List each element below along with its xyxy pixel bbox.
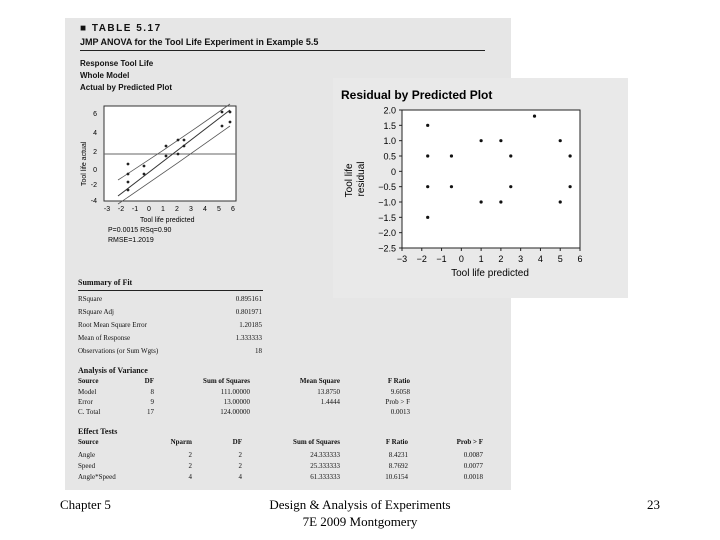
- residual-point: [569, 154, 572, 157]
- residual-y-tick-label: 0.5: [383, 151, 396, 162]
- actual-y-tick: 6: [93, 111, 97, 118]
- summary-label: RSquare: [78, 295, 103, 303]
- summary-label: Root Mean Square Error: [78, 321, 148, 329]
- anova-title: Analysis of Variance: [78, 366, 148, 375]
- effects-cell: 8.7692: [388, 462, 408, 470]
- actual-point: [143, 173, 146, 176]
- anova-cell: 111.00000: [220, 388, 250, 396]
- caption-rule: [80, 50, 485, 51]
- residual-y-tick-label: 0: [390, 166, 396, 177]
- summary-value: 0.895161: [235, 295, 262, 303]
- residual-point: [499, 200, 502, 203]
- actual-point: [143, 165, 146, 168]
- effects-cell: 2: [238, 462, 242, 470]
- summary-of-fit-title: Summary of Fit: [78, 278, 133, 287]
- anova-cell: Model: [78, 388, 97, 396]
- residual-chart-title: Residual by Predicted Plot: [341, 88, 493, 102]
- actual-x-tick: -2: [117, 206, 125, 213]
- effects-cell: 61.333333: [310, 473, 340, 481]
- actual-point: [183, 139, 186, 142]
- residual-y-tick-label: 2.0: [383, 105, 396, 116]
- effects-header: Sum of Squares: [293, 438, 340, 446]
- actual-x-tick: 5: [217, 206, 221, 213]
- anova-header: F Ratio: [387, 377, 410, 385]
- residual-point: [480, 139, 483, 142]
- actual-x-tick: -3: [103, 206, 111, 213]
- actual-y-tick: 4: [93, 130, 97, 137]
- footer-title-line2: 7E 2009 Montgomery: [302, 514, 418, 529]
- table-number: ■ TABLE 5.17: [80, 23, 162, 34]
- residual-y-tick-label: −1.5: [378, 212, 396, 223]
- actual-point: [221, 111, 224, 114]
- whole-model-heading: Whole Model: [80, 71, 130, 80]
- residual-x-tick-label: −1: [436, 254, 447, 264]
- residual-x-tick-label: 0: [458, 254, 464, 264]
- effects-cell: 2: [188, 462, 192, 470]
- anova-cell: 13.00000: [223, 398, 250, 406]
- residual-point: [426, 154, 429, 157]
- summary-value: 18: [255, 347, 262, 355]
- residual-point: [509, 185, 512, 188]
- anova-header: DF: [144, 377, 154, 385]
- actual-y-tick: 2: [93, 149, 97, 156]
- residual-point: [450, 154, 453, 157]
- residual-y-ticks: [378, 106, 402, 254]
- residual-by-predicted-chart: [333, 78, 628, 298]
- summary-value: 0.801971: [235, 308, 262, 316]
- anova-cell: 9.6058: [390, 388, 410, 396]
- actual-point: [165, 155, 168, 158]
- summary-label: Mean of Response: [78, 334, 131, 342]
- residual-x-tick-label: 2: [498, 254, 504, 264]
- anova-cell: Error: [78, 398, 93, 406]
- actual-x-tick: 3: [189, 206, 193, 213]
- residual-point: [480, 200, 483, 203]
- residual-plot-frame: [402, 110, 580, 248]
- actual-x-tick: 6: [231, 206, 235, 213]
- residual-x-tick-label: 1: [478, 254, 484, 264]
- residual-point: [559, 200, 562, 203]
- effects-cell: Speed: [78, 462, 96, 470]
- footer-page-number: 23: [647, 497, 660, 512]
- effects-header: Source: [78, 438, 99, 446]
- anova-cell: 9: [150, 398, 154, 406]
- effects-header: DF: [232, 438, 242, 446]
- actual-y-label: Tool life actual: [81, 141, 88, 186]
- actual-point: [177, 153, 180, 156]
- residual-point: [499, 139, 502, 142]
- actual-point: [229, 121, 232, 124]
- actual-by-predicted-heading: Actual by Predicted Plot: [80, 83, 173, 92]
- actual-x-tick: 0: [147, 206, 151, 213]
- footer-chapter: Chapter 5: [60, 497, 111, 512]
- effects-cell: 10.6154: [385, 473, 408, 481]
- residual-y-tick-label: 1.0: [383, 136, 396, 147]
- residual-point: [426, 185, 429, 188]
- effects-cell: 2: [238, 451, 242, 459]
- actual-by-predicted-plot: [80, 96, 250, 246]
- response-heading: Response Tool Life: [80, 59, 154, 68]
- anova-cell: 1.4444: [320, 398, 340, 406]
- residual-x-tick-label: 3: [518, 254, 524, 264]
- anova-header: Sum of Squares: [203, 377, 250, 385]
- actual-point: [127, 173, 130, 176]
- anova-cell: C. Total: [78, 408, 101, 416]
- residual-point: [450, 185, 453, 188]
- anova-cell: 8: [150, 388, 154, 396]
- table-caption: JMP ANOVA for the Tool Life Experiment in Example 5.5: [80, 37, 319, 47]
- effects-cell: Angle: [78, 451, 96, 459]
- residual-point: [426, 124, 429, 127]
- actual-point: [165, 145, 168, 148]
- residual-x-label: Tool life predicted: [451, 268, 529, 279]
- anova-cell: 13.8750: [317, 388, 340, 396]
- effects-cell: 0.0087: [463, 451, 483, 459]
- anova-cell: 124.00000: [220, 408, 250, 416]
- effects-header: Prob > F: [456, 438, 483, 446]
- anova-header: Mean Square: [299, 377, 340, 385]
- effects-cell: 2: [188, 451, 192, 459]
- residual-x-tick-label: −2: [416, 254, 427, 264]
- effects-header: F Ratio: [385, 438, 408, 446]
- effects-cell: 4: [238, 473, 242, 481]
- actual-y-tick: 0: [93, 167, 97, 174]
- effects-cell: 8.4231: [388, 451, 408, 459]
- anova-header: Source: [78, 377, 99, 385]
- summary-value: 1.20185: [239, 321, 262, 329]
- anova-cell: Prob > F: [385, 398, 410, 406]
- effects-cell: Angle*Speed: [78, 473, 116, 481]
- residual-x-tick-label: 4: [537, 254, 543, 264]
- actual-y-tick: -2: [90, 182, 97, 189]
- footer-title-line1: Design & Analysis of Experiments: [269, 497, 451, 512]
- actual-x-tick: 4: [203, 206, 207, 213]
- residual-point: [559, 139, 562, 142]
- residual-y-label-line1: Tool life: [344, 163, 355, 198]
- residual-y-tick-label: −2.0: [378, 228, 396, 239]
- effects-cell: 25.333333: [310, 462, 340, 470]
- summary-label: RSquare Adj: [78, 308, 114, 316]
- residual-point: [426, 216, 429, 219]
- residual-x-tick-label: 6: [577, 254, 583, 264]
- actual-plot-stats-1: P=0.0015 RSq=0.90: [108, 227, 172, 234]
- residual-x-tick-label: 5: [557, 254, 563, 264]
- actual-point: [221, 125, 224, 128]
- residual-y-label: [344, 161, 367, 198]
- residual-x-ticks: [397, 248, 583, 264]
- actual-x-tick: -1: [131, 206, 139, 213]
- residual-point: [533, 115, 536, 118]
- actual-x-label: Tool life predicted: [140, 217, 195, 224]
- residual-point: [569, 185, 572, 188]
- actual-point: [183, 145, 186, 148]
- residual-y-tick-label: −2.5: [378, 243, 396, 254]
- effects-cell: 0.0077: [463, 462, 483, 470]
- anova-cell: 17: [147, 408, 154, 416]
- residual-y-label-line2: residual: [356, 161, 367, 197]
- actual-point: [127, 189, 130, 192]
- residual-x-tick-label: −3: [396, 254, 408, 264]
- actual-plot-stats-2: RMSE=1.2019: [108, 237, 154, 244]
- effects-header: Nparm: [170, 438, 192, 446]
- summary-label: Observations (or Sum Wgts): [78, 347, 159, 355]
- summary-value: 1.333333: [235, 334, 262, 342]
- actual-y-tick: -4: [90, 198, 97, 205]
- effects-cell: 0.0018: [463, 473, 483, 481]
- residual-point: [509, 154, 512, 157]
- summary-rule: [78, 290, 263, 291]
- effects-cell: 4: [188, 473, 192, 481]
- residual-y-tick-label: 1.5: [383, 120, 396, 131]
- actual-point: [127, 163, 130, 166]
- actual-x-tick: 2: [175, 206, 179, 213]
- actual-point: [229, 111, 232, 114]
- anova-cell: 0.0013: [390, 408, 410, 416]
- effects-cell: 24.333333: [310, 451, 340, 459]
- residual-y-tick-label: −1.0: [378, 197, 396, 208]
- effect-tests-title: Effect Tests: [78, 427, 118, 436]
- residual-y-tick-label: −0.5: [378, 182, 396, 193]
- actual-point: [127, 181, 130, 184]
- actual-x-tick: 1: [161, 206, 165, 213]
- actual-point: [177, 139, 180, 142]
